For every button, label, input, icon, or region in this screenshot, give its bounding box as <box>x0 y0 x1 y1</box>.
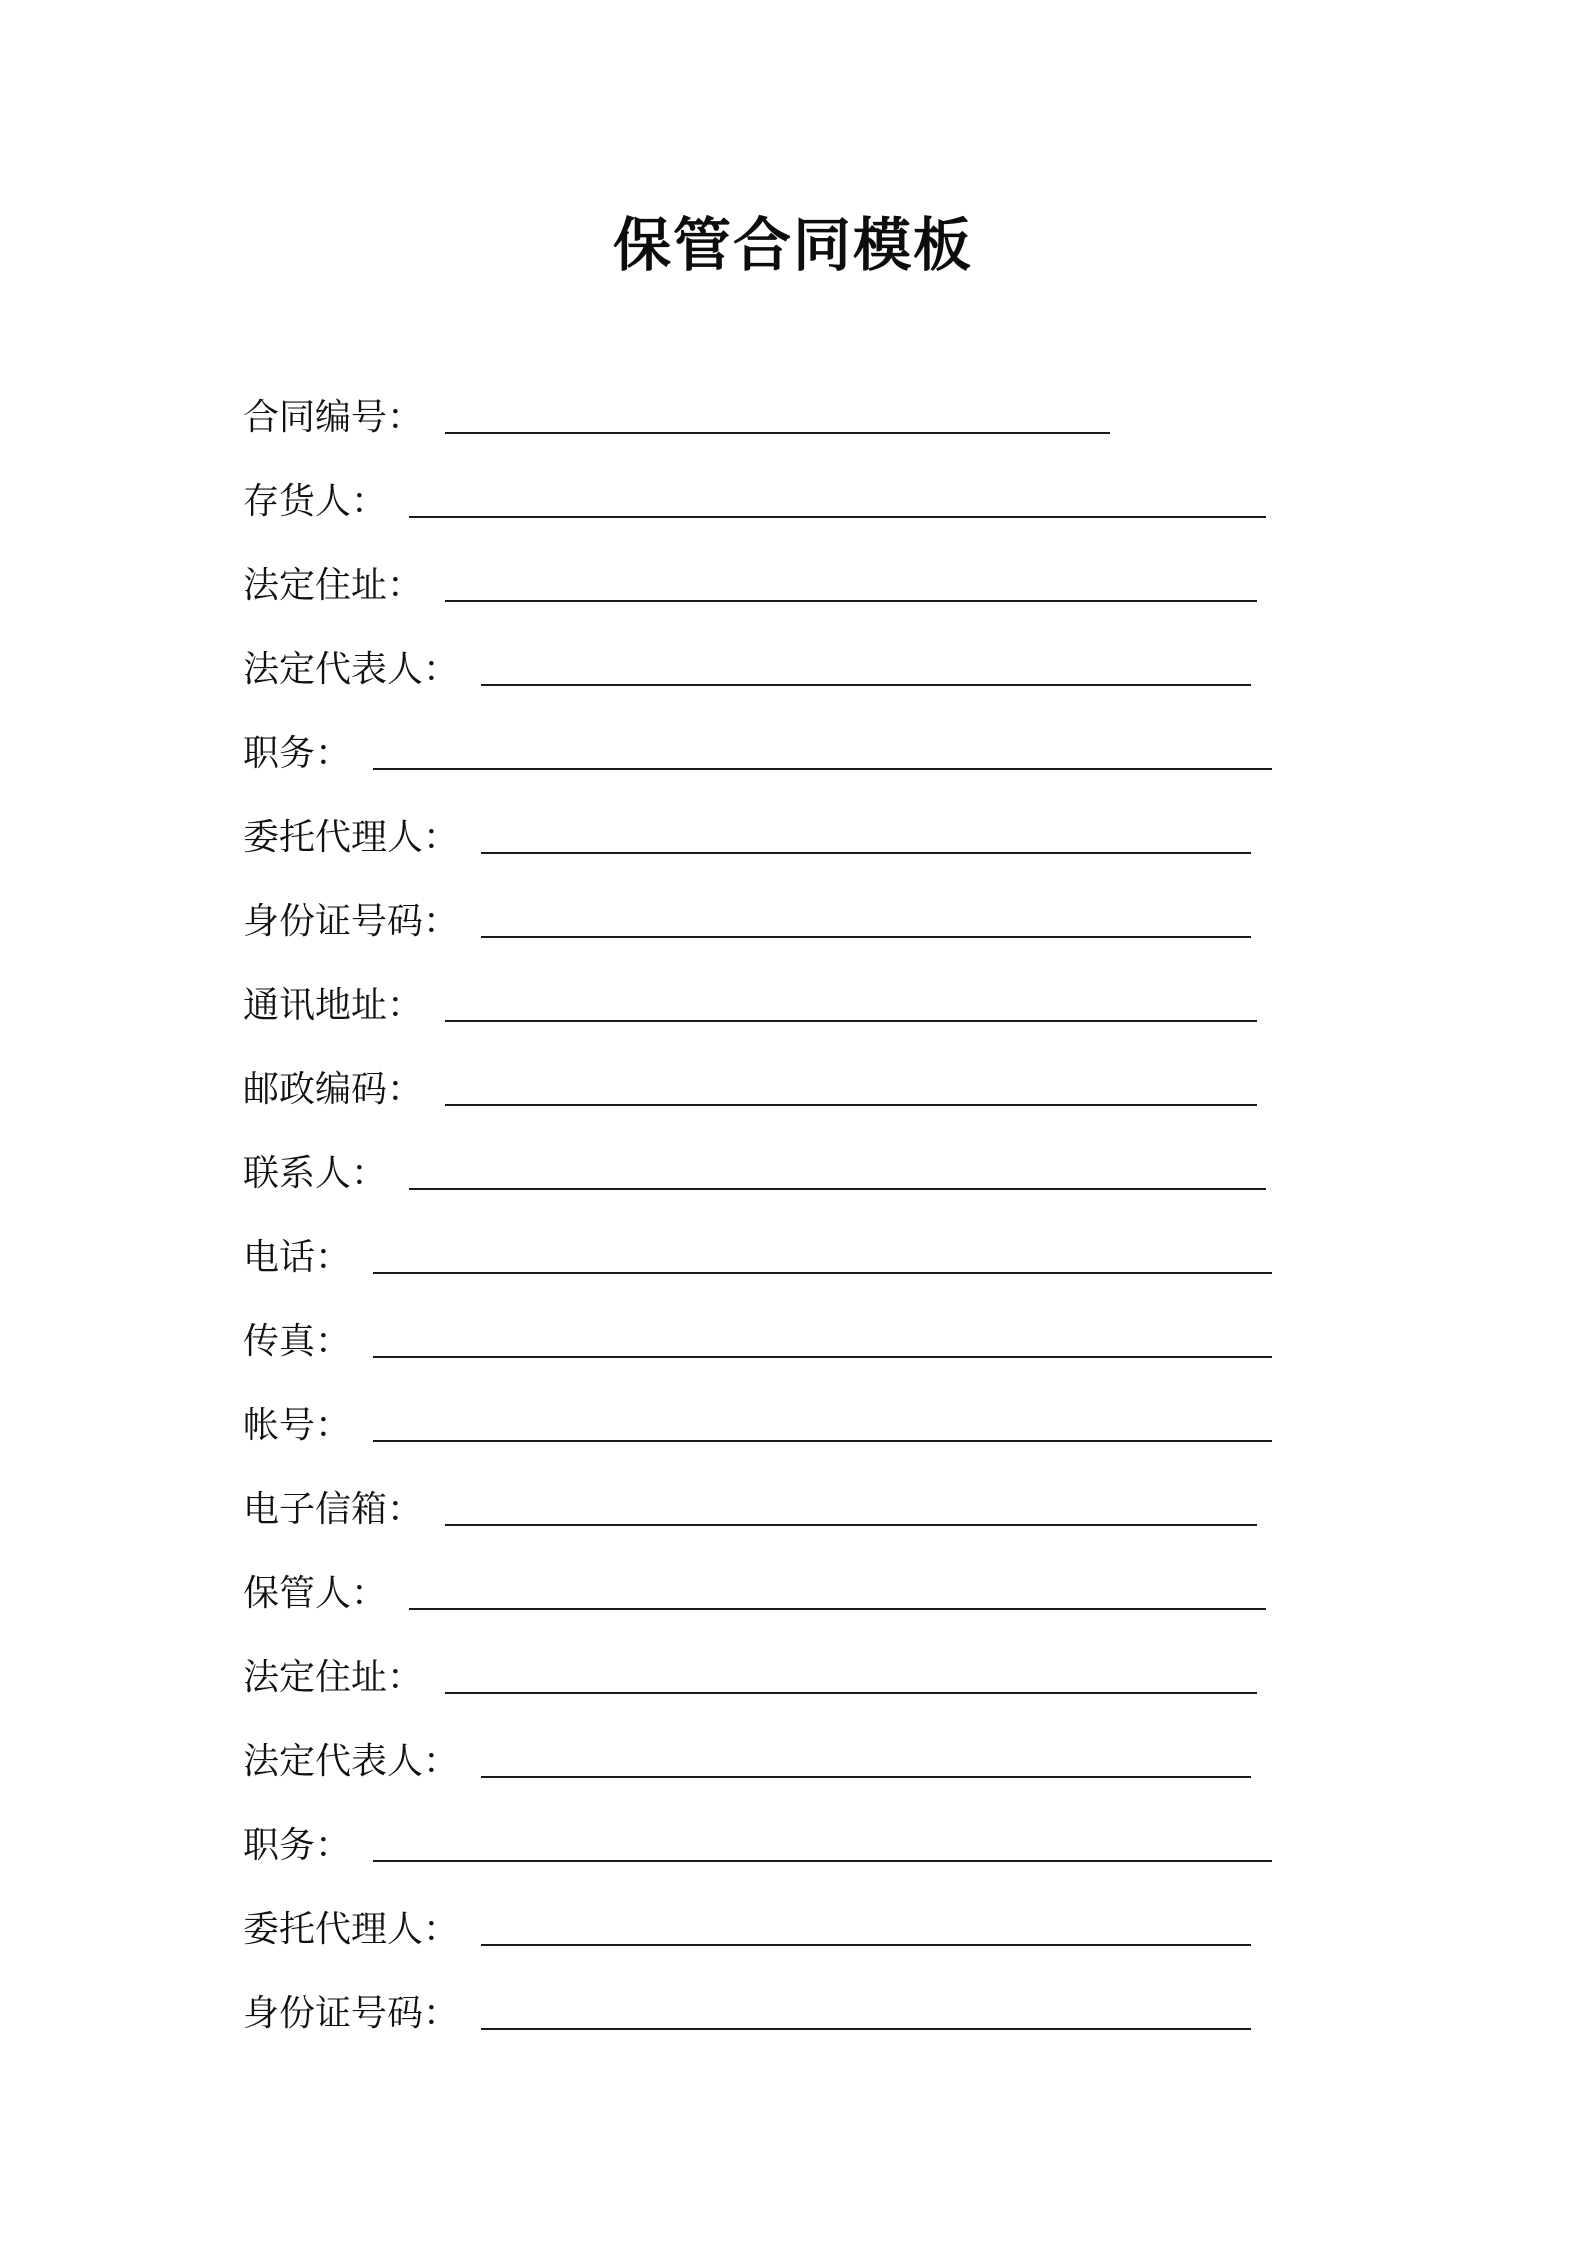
form-field-row <box>243 1370 1343 1454</box>
fill-in-blank-line[interactable] <box>445 432 1110 434</box>
fill-in-blank-line[interactable] <box>481 2028 1251 2030</box>
fill-in-blank-line[interactable] <box>445 1692 1257 1694</box>
field-label: 职务： <box>243 733 352 774</box>
document-title: 保管合同模板 <box>612 211 973 279</box>
field-label: 存货人： <box>243 481 388 522</box>
field-label: 联系人： <box>243 1153 388 1194</box>
fill-in-blank-line[interactable] <box>481 1776 1251 1778</box>
fill-in-blank-line[interactable] <box>445 1104 1257 1106</box>
form-field-row <box>243 866 1343 950</box>
form-field-row <box>243 1202 1343 1286</box>
form-field-row <box>243 782 1343 866</box>
field-label: 通讯地址： <box>243 985 424 1026</box>
fill-in-blank-line[interactable] <box>409 1188 1266 1190</box>
field-label: 委托代理人： <box>243 817 460 858</box>
field-label: 电话： <box>243 1237 352 1278</box>
fill-in-blank-line[interactable] <box>373 1356 1272 1358</box>
fill-in-blank-line[interactable] <box>373 1860 1272 1862</box>
form-field-row <box>243 1118 1343 1202</box>
fill-in-blank-line[interactable] <box>373 1440 1272 1442</box>
field-label: 职务： <box>243 1825 352 1866</box>
fill-in-blank-line[interactable] <box>445 1524 1257 1526</box>
field-label: 法定住址： <box>243 1657 424 1698</box>
field-label: 法定住址： <box>243 565 424 606</box>
field-label: 法定代表人： <box>243 1741 460 1782</box>
contract-fields-list <box>243 362 1343 2042</box>
form-field-row <box>243 530 1343 614</box>
fill-in-blank-line[interactable] <box>481 684 1251 686</box>
form-field-row <box>243 1622 1343 1706</box>
form-field-row <box>243 1538 1343 1622</box>
fill-in-blank-line[interactable] <box>481 1944 1251 1946</box>
form-field-row <box>243 1286 1343 1370</box>
field-label: 身份证号码： <box>243 901 460 942</box>
form-field-row <box>243 1034 1343 1118</box>
fill-in-blank-line[interactable] <box>481 936 1251 938</box>
field-label: 身份证号码： <box>243 1993 460 2034</box>
form-field-row <box>243 614 1343 698</box>
field-label: 法定代表人： <box>243 649 460 690</box>
form-field-row <box>243 446 1343 530</box>
form-field-row <box>243 698 1343 782</box>
field-label: 保管人： <box>243 1573 388 1614</box>
fill-in-blank-line[interactable] <box>409 516 1266 518</box>
fill-in-blank-line[interactable] <box>373 768 1272 770</box>
fill-in-blank-line[interactable] <box>481 852 1251 854</box>
fill-in-blank-line[interactable] <box>445 1020 1257 1022</box>
field-label: 帐号： <box>243 1405 352 1446</box>
fill-in-blank-line[interactable] <box>373 1272 1272 1274</box>
fill-in-blank-line[interactable] <box>409 1608 1266 1610</box>
form-field-row <box>243 1874 1343 1958</box>
form-field-row <box>243 1958 1343 2042</box>
form-field-row <box>243 1706 1343 1790</box>
form-field-row <box>243 1454 1343 1538</box>
fill-in-blank-line[interactable] <box>445 600 1257 602</box>
field-label: 邮政编码： <box>243 1069 424 1110</box>
field-label: 合同编号： <box>243 397 424 438</box>
field-label: 委托代理人： <box>243 1909 460 1950</box>
form-field-row <box>243 362 1343 446</box>
field-label: 传真： <box>243 1321 352 1362</box>
field-label: 电子信箱： <box>243 1489 424 1530</box>
form-field-row <box>243 1790 1343 1874</box>
form-field-row <box>243 950 1343 1034</box>
